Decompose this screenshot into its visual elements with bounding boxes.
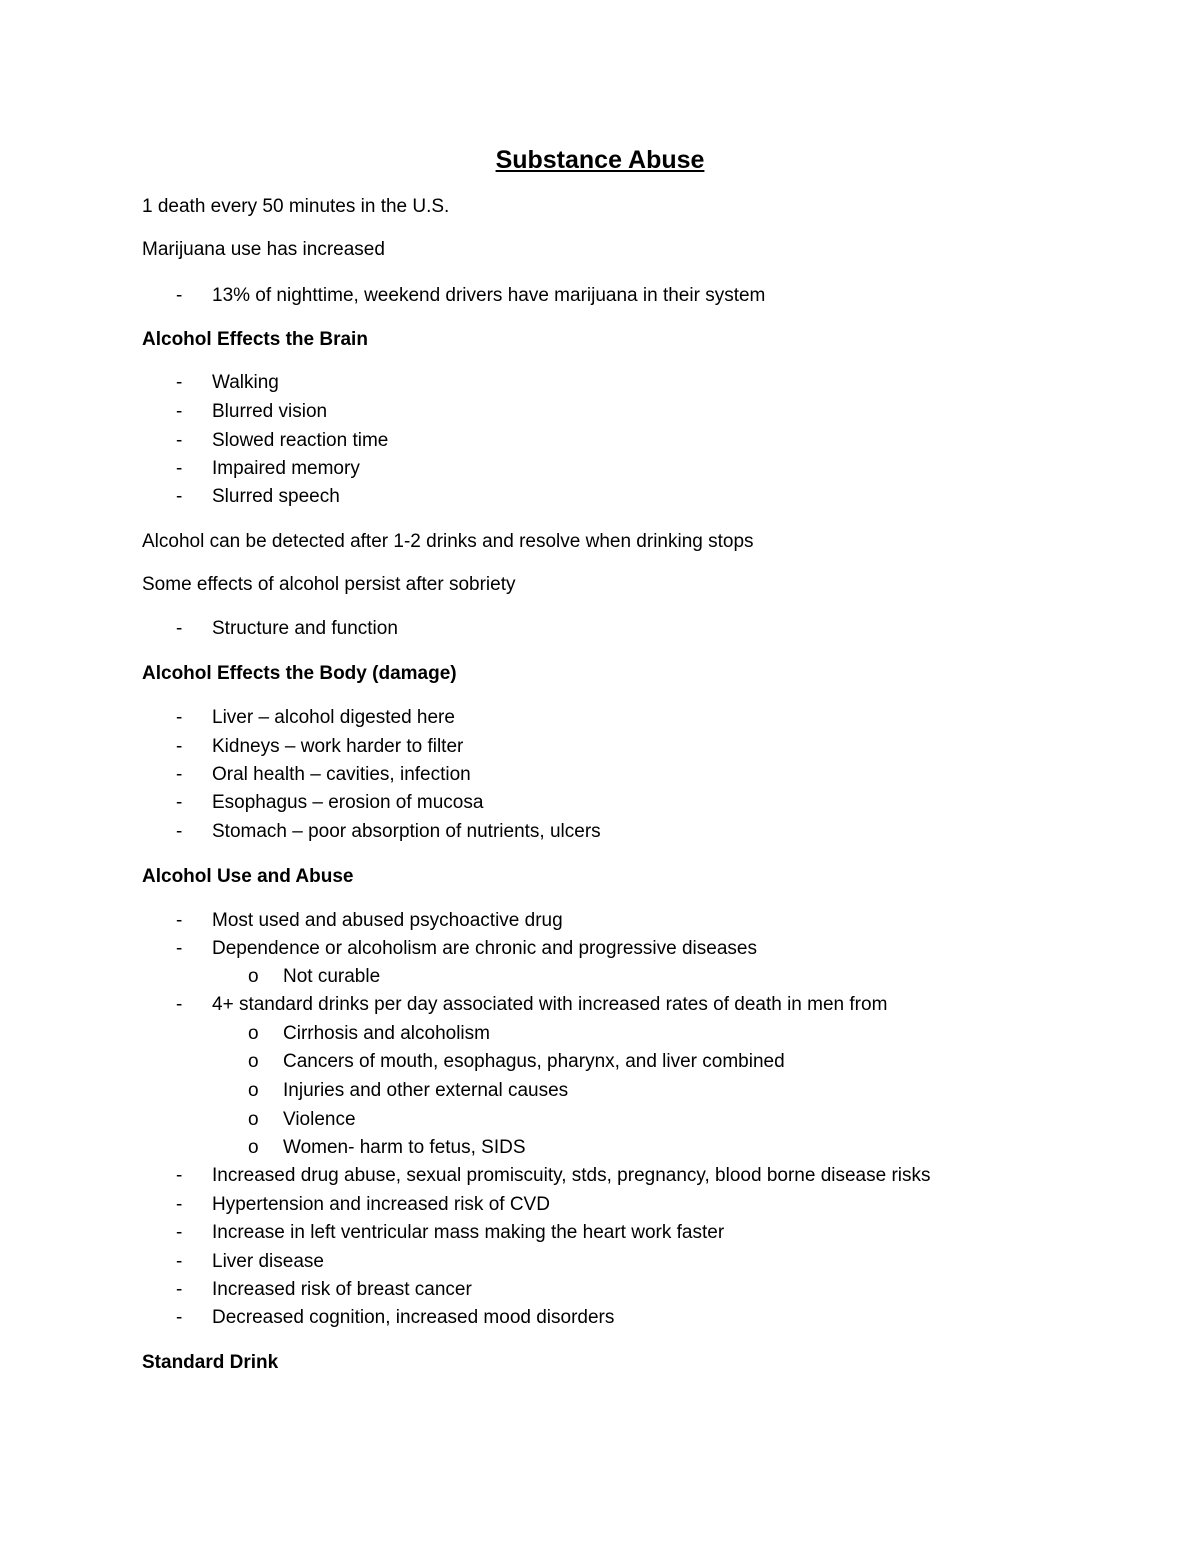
- sub-list-item: Women- harm to fetus, SIDS: [283, 1137, 526, 1158]
- bullet-dash: -: [176, 1251, 183, 1272]
- list-item: Walking: [212, 372, 279, 393]
- paragraph-detection: Alcohol can be detected after 1-2 drinks and resolve when drinking stops: [142, 531, 754, 552]
- paragraph-marijuana: Marijuana use has increased: [142, 239, 385, 260]
- bullet-circle: o: [248, 1051, 259, 1072]
- bullet-dash: -: [176, 821, 183, 842]
- bullet-dash: -: [176, 707, 183, 728]
- bullet-circle: o: [248, 1080, 259, 1101]
- list-item: Esophagus – erosion of mucosa: [212, 792, 484, 813]
- list-item: Increase in left ventricular mass making the heart work faster: [212, 1222, 725, 1243]
- list-item: Increased risk of breast cancer: [212, 1279, 472, 1300]
- bullet-dash: -: [176, 372, 183, 393]
- list-item: Liver disease: [212, 1251, 324, 1272]
- list-item: Dependence or alcoholism are chronic and progressive diseases: [212, 938, 757, 959]
- bullet-dash: -: [176, 1165, 183, 1186]
- heading-body: Alcohol Effects the Body (damage): [142, 663, 457, 684]
- bullet-dash: -: [176, 938, 183, 959]
- bullet-dash: -: [176, 486, 183, 507]
- list-item: 13% of nighttime, weekend drivers have marijuana in their system: [212, 285, 766, 306]
- bullet-dash: -: [176, 1307, 183, 1328]
- bullet-dash: -: [176, 1222, 183, 1243]
- list-item: 4+ standard drinks per day associated with increased rates of death in men from: [212, 994, 888, 1015]
- list-item: Increased drug abuse, sexual promiscuity, stds, pregnancy, blood borne disease risks: [212, 1165, 931, 1186]
- list-item: Decreased cognition, increased mood disorders: [212, 1307, 615, 1328]
- paragraph-death-rate: 1 death every 50 minutes in the U.S.: [142, 196, 450, 217]
- bullet-dash: -: [176, 618, 183, 639]
- bullet-dash: -: [176, 994, 183, 1015]
- heading-standard-drink: Standard Drink: [142, 1352, 279, 1373]
- heading-brain: Alcohol Effects the Brain: [142, 329, 368, 350]
- list-item: Kidneys – work harder to filter: [212, 736, 464, 757]
- bullet-dash: -: [176, 1194, 183, 1215]
- list-item: Most used and abused psychoactive drug: [212, 910, 563, 931]
- sub-list-item: Violence: [283, 1109, 356, 1130]
- bullet-circle: o: [248, 966, 259, 987]
- list-item: Hypertension and increased risk of CVD: [212, 1194, 550, 1215]
- list-item: Slurred speech: [212, 486, 340, 507]
- list-item: Structure and function: [212, 618, 398, 639]
- sub-list-item: Cancers of mouth, esophagus, pharynx, and liver combined: [283, 1051, 785, 1072]
- list-item: Slowed reaction time: [212, 430, 389, 451]
- bullet-dash: -: [176, 764, 183, 785]
- sub-list-item: Injuries and other external causes: [283, 1080, 569, 1101]
- sub-list-item: Not curable: [283, 966, 381, 987]
- bullet-dash: -: [176, 1279, 183, 1300]
- bullet-dash: -: [176, 792, 183, 813]
- bullet-circle: o: [248, 1137, 259, 1158]
- list-item: Blurred vision: [212, 401, 328, 422]
- document-title: Substance Abuse: [495, 146, 705, 174]
- bullet-circle: o: [248, 1109, 259, 1130]
- heading-use-abuse: Alcohol Use and Abuse: [142, 866, 354, 887]
- list-item: Impaired memory: [212, 458, 360, 479]
- bullet-dash: -: [176, 285, 183, 306]
- bullet-dash: -: [176, 458, 183, 479]
- bullet-dash: -: [176, 430, 183, 451]
- paragraph-persist: Some effects of alcohol persist after sobriety: [142, 574, 516, 595]
- bullet-dash: -: [176, 401, 183, 422]
- list-item: Oral health – cavities, infection: [212, 764, 471, 785]
- sub-list-item: Cirrhosis and alcoholism: [283, 1023, 490, 1044]
- list-item: Liver – alcohol digested here: [212, 707, 455, 728]
- bullet-dash: -: [176, 910, 183, 931]
- list-item: Stomach – poor absorption of nutrients, ulcers: [212, 821, 601, 842]
- bullet-dash: -: [176, 736, 183, 757]
- bullet-circle: o: [248, 1023, 259, 1044]
